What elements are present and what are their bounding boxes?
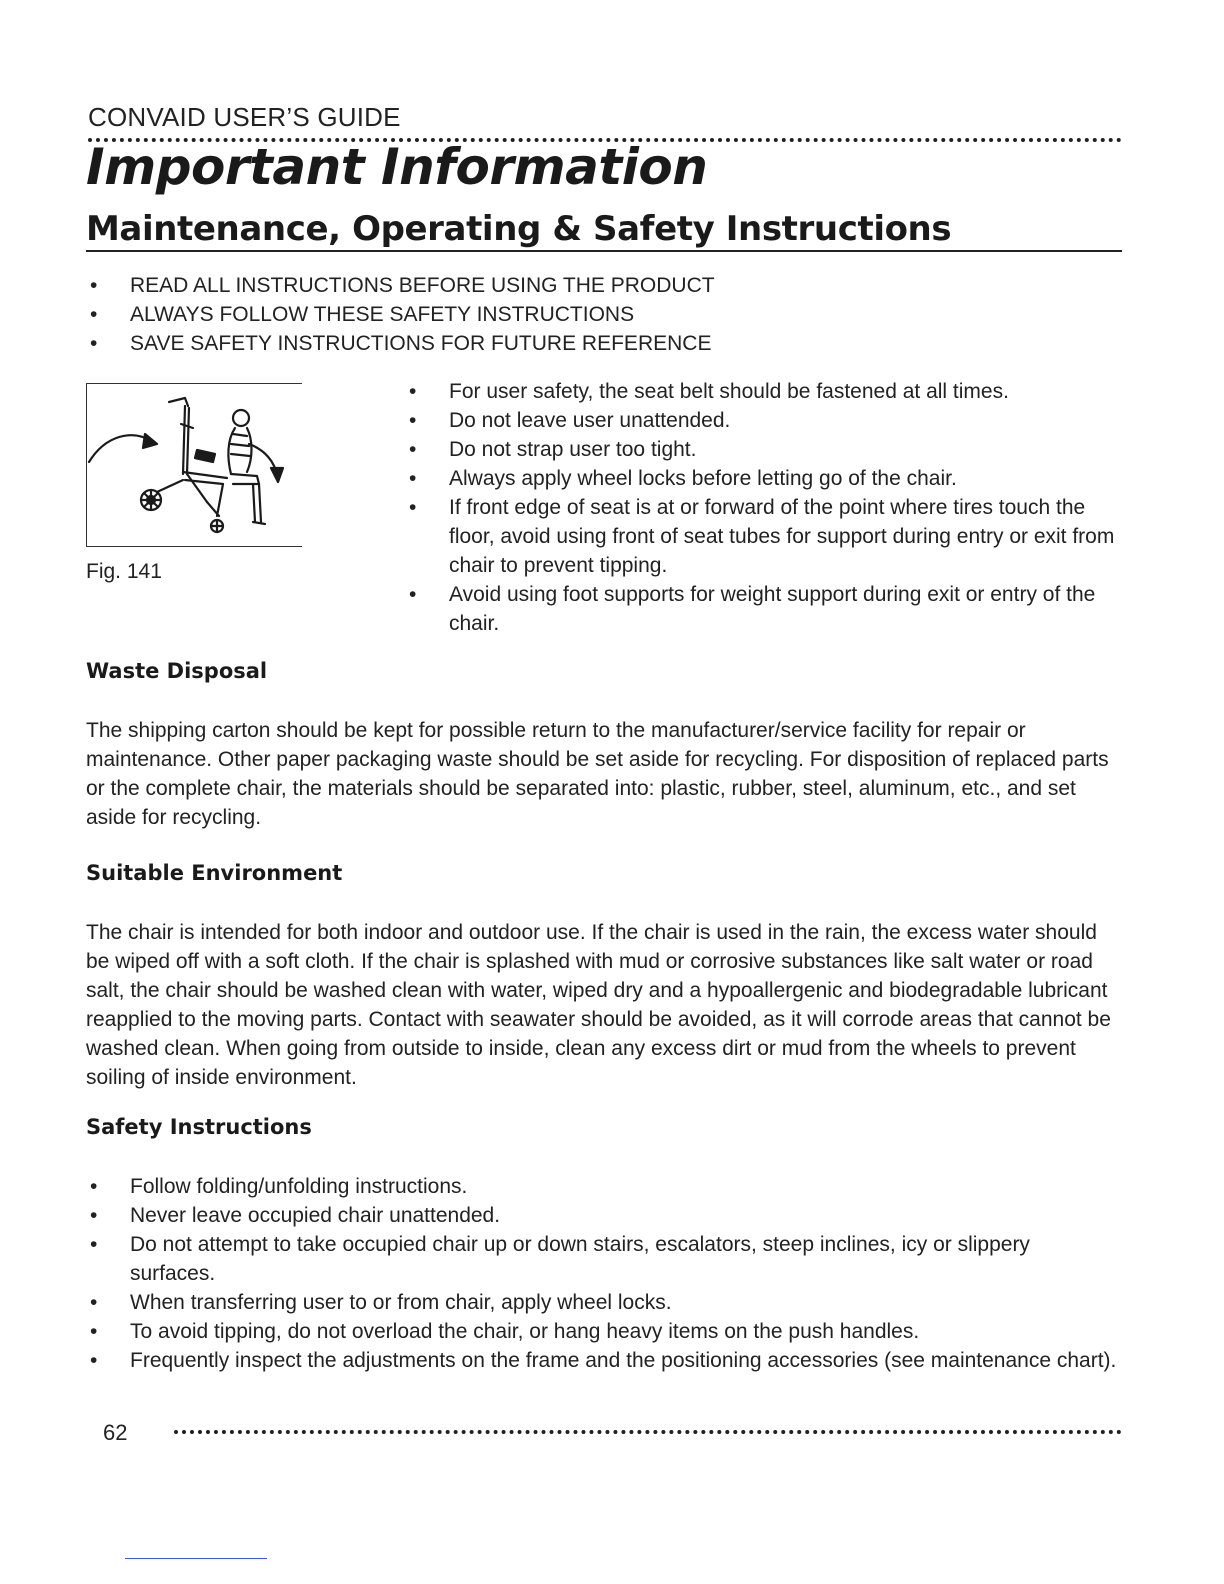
waste-disposal-paragraph: The shipping carton should be kept for possible return to the manufacturer/service facility for repair or maintenance. Other paper packaging waste should be set aside for recycling. For disposition of replaced parts or the complete chair, the materials should be separated into: plastic, rubber, steel, aluminum, etc., and set aside for recycling. (86, 719, 1109, 829)
list-item: • When transferring user to or from chair, apply wheel locks. (88, 1288, 1118, 1317)
section-title: Maintenance, Operating & Safety Instructions (86, 208, 1122, 252)
wheelchair-transfer-illustration-icon (87, 384, 301, 546)
figure-141 (86, 383, 302, 547)
waste-disposal-heading: Waste Disposal (86, 659, 268, 683)
suitable-environment-paragraph: The chair is intended for both indoor and outdoor use. If the chair is used in the rain, the excess water should be wiped off with a soft cloth. If the chair is splashed with mud or corrosive substances like salt water or road salt, the chair should be washed clean with water, wiped dry and a hypoallergenic and biodegradable lubricant reapplied to the moving parts. Contact with seawater should be avoided, as it will corrode areas that cannot be washed clean. When going from outside to inside, clean any excess dirt or mud from the wheels to prevent soiling of inside environment. (86, 921, 1111, 1089)
safety-instructions-heading: Safety Instructions (86, 1115, 312, 1139)
link-underline (125, 1558, 267, 1559)
list-item: • If front edge of seat is at or forward of the point where tires touch the floor, avoid using front of seat tubes for support during entry or exit from chair to prevent tipping. (407, 493, 1127, 580)
figure-notes-list (407, 377, 1127, 638)
safety-instructions-list (88, 1172, 1118, 1375)
list-item: • Avoid using foot supports for weight support during exit or entry of the chair. (407, 580, 1127, 638)
list-item: • ALWAYS FOLLOW THESE SAFETY INSTRUCTIONS (88, 300, 1118, 329)
list-item: • Do not leave user unattended. (407, 406, 1127, 435)
figure-caption: Fig. 141 (86, 560, 162, 583)
list-item: • Never leave occupied chair unattended. (88, 1201, 1118, 1230)
page-title: Important Information (86, 138, 708, 196)
footer-dotted-rule (174, 1430, 1122, 1434)
list-item: • Do not strap user too tight. (407, 435, 1127, 464)
caps-instruction-list (88, 271, 1118, 358)
list-item: • Frequently inspect the adjustments on the frame and the positioning accessories (see maintenance chart). (88, 1346, 1118, 1375)
list-item: • To avoid tipping, do not overload the chair, or hang heavy items on the push handles. (88, 1317, 1118, 1346)
list-item: • Always apply wheel locks before letting go of the chair. (407, 464, 1127, 493)
running-header: CONVAID USER’S GUIDE (88, 102, 401, 132)
list-item: • SAVE SAFETY INSTRUCTIONS FOR FUTURE REFERENCE (88, 329, 1118, 358)
list-item: • READ ALL INSTRUCTIONS BEFORE USING THE PRODUCT (88, 271, 1118, 300)
page-number: 62 (103, 1420, 128, 1445)
list-item: • For user safety, the seat belt should be fastened at all times. (407, 377, 1127, 406)
list-item: • Do not attempt to take occupied chair up or down stairs, escalators, steep inclines, icy or slippery surfaces. (88, 1230, 1118, 1288)
suitable-environment-heading: Suitable Environment (86, 861, 343, 885)
list-item: • Follow folding/unfolding instructions. (88, 1172, 1118, 1201)
